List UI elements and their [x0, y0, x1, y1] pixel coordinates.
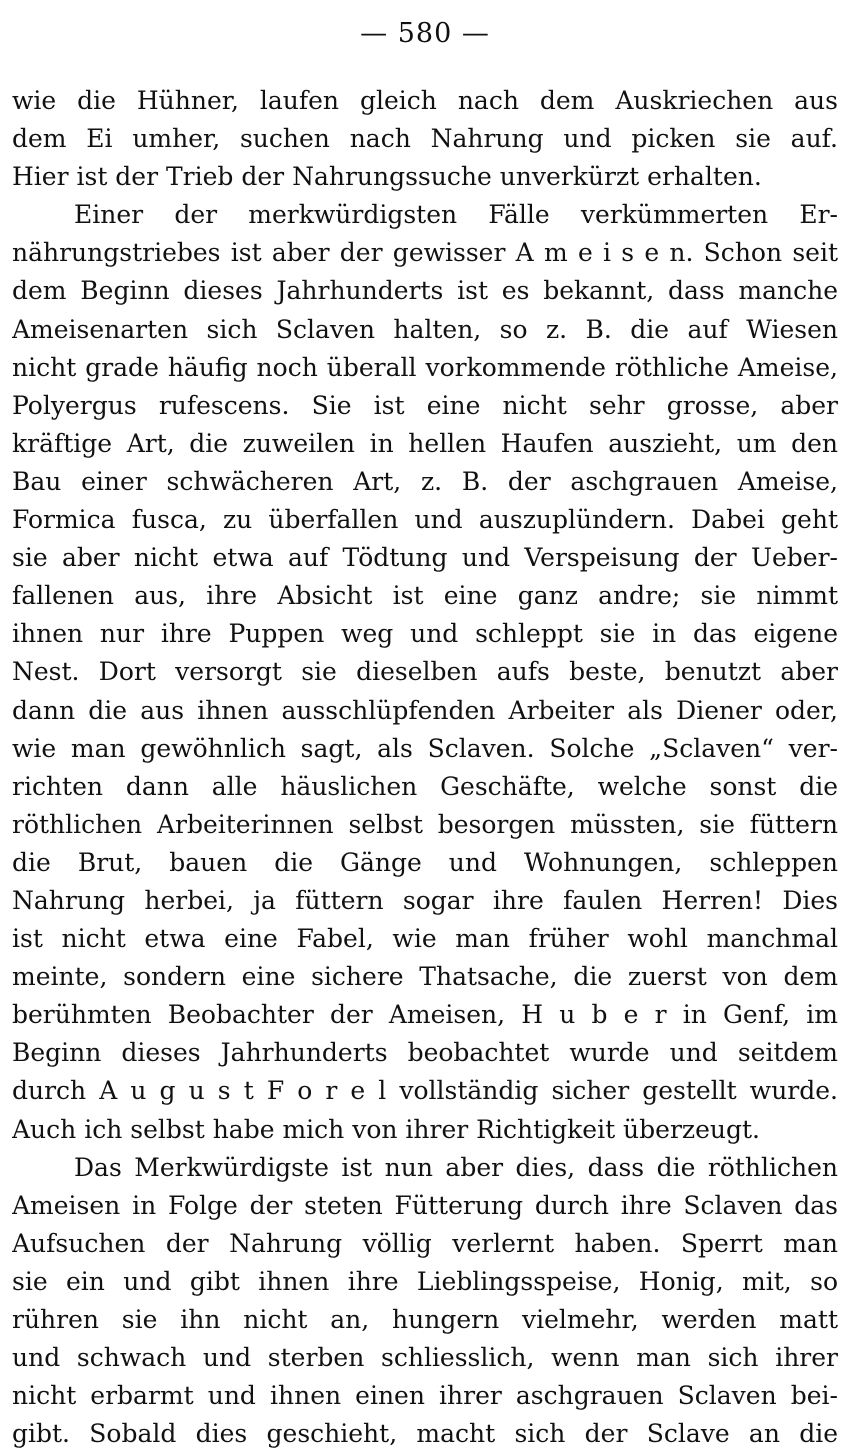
text-line: nährungstriebes ist aber der gewisser A m e i s e n. Schon seit — [12, 238, 838, 268]
text-line: ist nicht etwa eine Fabel, wie man früher wohl manchmal — [12, 924, 838, 954]
text-line: nicht erbarmt und ihnen einen ihrer aschgrauen Sclaven bei- — [12, 1381, 838, 1411]
text-line: dem Beginn dieses Jahrhunderts ist es bekannt, dass manche — [12, 276, 838, 306]
text-line: gibt. Sobald dies geschieht, macht sich der Sclave an die — [12, 1419, 838, 1449]
text-line: Aufsuchen der Nahrung völlig verlernt haben. Sperrt man — [12, 1228, 838, 1258]
text-line: dann die aus ihnen ausschlüpfenden Arbeiter als Diener oder, — [12, 695, 838, 725]
text-line: meinte, sondern eine sichere Thatsache, die zuerst von dem — [12, 962, 838, 992]
text-line: sie ein und gibt ihnen ihre Lieblingsspeise, Honig, mit, so — [12, 1266, 838, 1296]
text-line: Nahrung herbei, ja füttern sogar ihre faulen Herren! Dies — [12, 885, 838, 915]
text-line: dem Ei umher, suchen nach Nahrung und picken sie auf. — [12, 124, 838, 154]
text-line: Nest. Dort versorgt sie dieselben aufs beste, benutzt aber — [12, 657, 838, 687]
text-line: fallenen aus, ihre Absicht ist eine ganz andre; sie nimmt — [12, 581, 838, 611]
text-line: berühmten Beobachter der Ameisen, H u b e r in Genf, im — [12, 1000, 838, 1030]
text-line: Beginn dieses Jahrhunderts beobachtet wurde und seitdem — [12, 1038, 838, 1068]
text-line: rühren sie ihn nicht an, hungern vielmehr, werden matt — [12, 1305, 838, 1334]
text-line: Polyergus rufescens. Sie ist eine nicht sehr grosse, aber — [12, 390, 838, 420]
text-line: die Brut, bauen die Gänge und Wohnungen, schleppen — [12, 847, 838, 877]
text-line: Bau einer schwächeren Art, z. B. der aschgrauen Ameise, — [12, 466, 838, 496]
page-number-header: — 580 — — [360, 18, 490, 49]
text-line: kräftige Art, die zuweilen in hellen Haufen auszieht, um den — [12, 428, 838, 458]
text-line: Auch ich selbst habe mich von ihrer Richtigkeit überzeugt. — [12, 1114, 760, 1144]
text-line: sie aber nicht etwa auf Tödtung und Verspeisung der Ueber- — [12, 543, 838, 573]
text-line: Formica fusca, zu überfallen und auszuplündern. Dabei geht — [12, 505, 838, 535]
body-text — [12, 82, 838, 1453]
text-line: nicht grade häufig noch überall vorkommende röthliche Ameise, — [12, 352, 838, 382]
text-line: Ameisen in Folge der steten Fütterung durch ihre Sclaven das — [12, 1190, 838, 1220]
text-line: richten dann alle häuslichen Geschäfte, welche sonst die — [12, 771, 838, 801]
text-line: Ameisenarten sich Sclaven halten, so z. B. die auf Wiesen — [12, 314, 838, 344]
text-line: wie die Hühner, laufen gleich nach dem Auskriechen aus — [12, 86, 838, 115]
text-line: röthlichen Arbeiterinnen selbst besorgen müssten, sie füttern — [12, 809, 838, 839]
text-line: Einer der merkwürdigsten Fälle verkümmerten Er- — [74, 200, 838, 230]
text-line: ihnen nur ihre Puppen weg und schleppt sie in das eigene — [12, 619, 838, 649]
text-line: wie man gewöhnlich sagt, als Sclaven. Solche „Sclaven“ ver- — [12, 733, 838, 763]
text-line: Das Merkwürdigste ist nun aber dies, dass die röthlichen — [74, 1152, 838, 1182]
text-line: und schwach und sterben schliesslich, wenn man sich ihrer — [12, 1343, 838, 1373]
text-line: durch A u g u s t F o r e l vollständig sicher gestellt wurde. — [12, 1076, 838, 1106]
text-line: Hier ist der Trieb der Nahrungssuche unverkürzt erhalten. — [12, 162, 762, 192]
